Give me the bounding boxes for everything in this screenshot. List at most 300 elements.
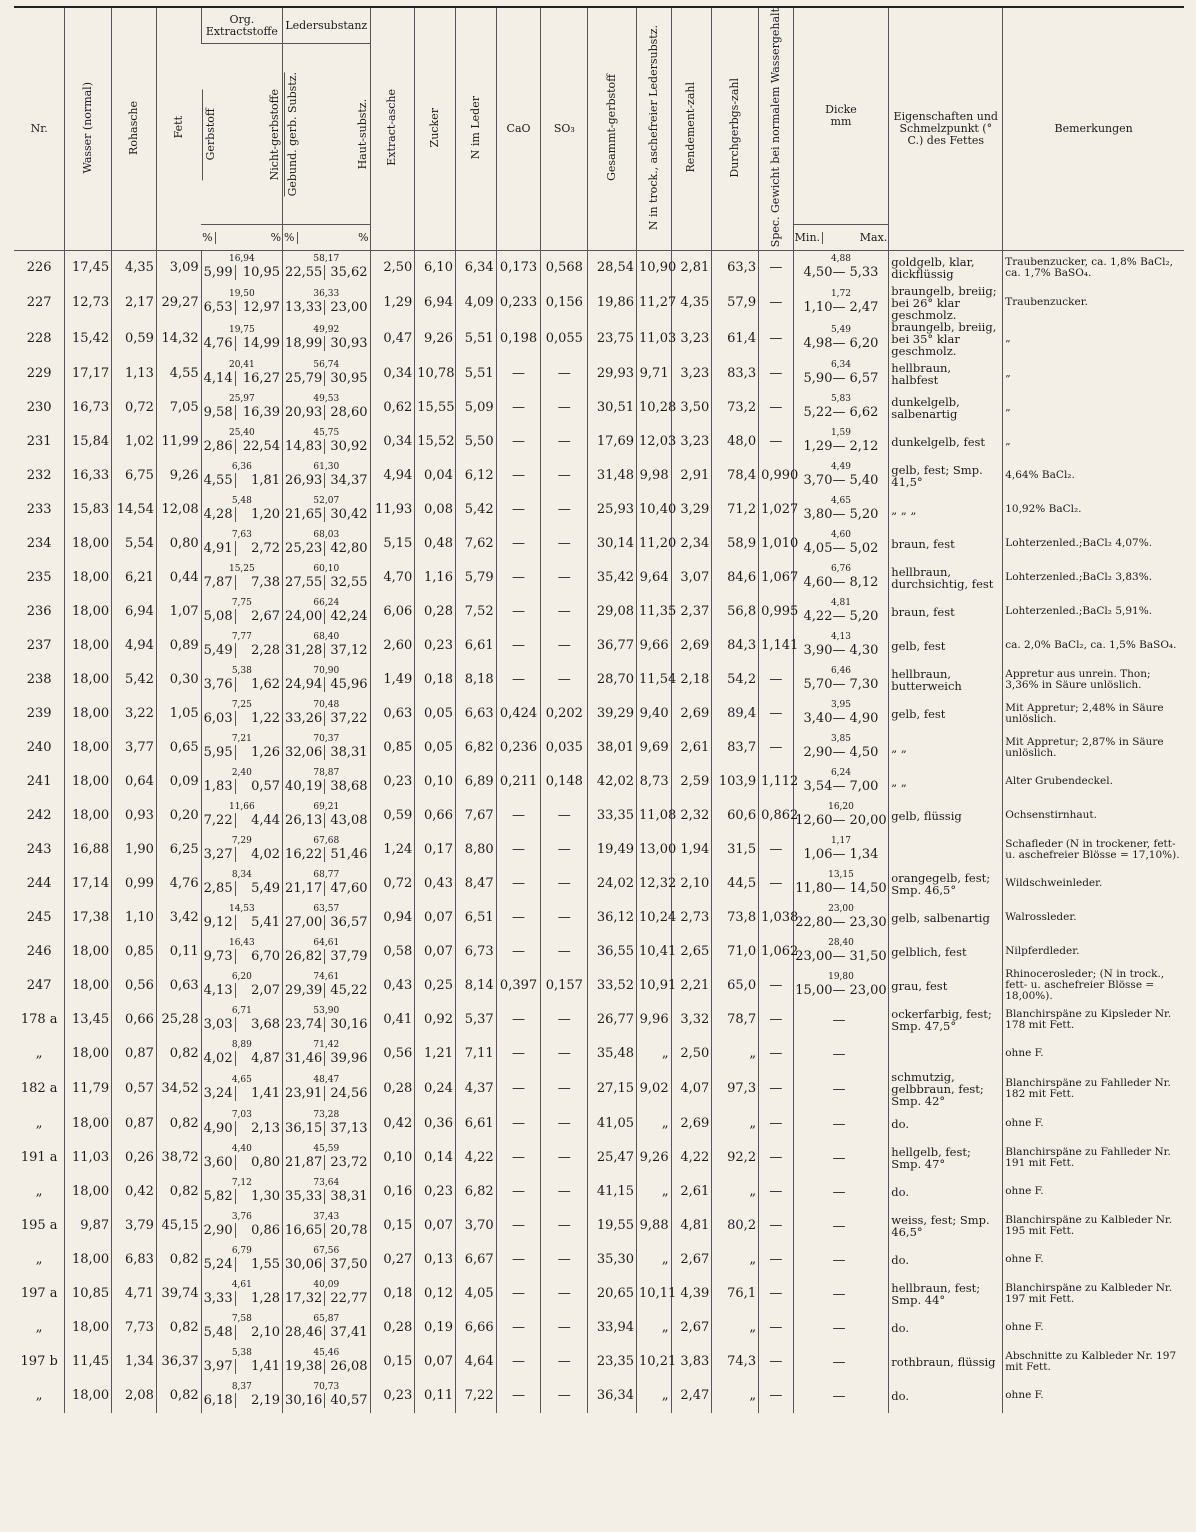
cell-dicke bbox=[793, 663, 889, 697]
cell-ledersubstanz bbox=[283, 527, 370, 561]
cell-nr: 233 bbox=[26, 502, 52, 518]
cell-dicke-min: — bbox=[832, 1320, 846, 1336]
cell-durch: „ bbox=[712, 1037, 759, 1071]
cell-dicke bbox=[793, 697, 889, 731]
cell-spec: — bbox=[759, 1003, 794, 1037]
cell-ges: 41,05 bbox=[588, 1107, 637, 1141]
cell-spec: — bbox=[759, 1071, 794, 1107]
cell-durch: 73,2 bbox=[712, 391, 759, 425]
cell-nichtgerbstoffe: 1,20 bbox=[251, 507, 281, 523]
cell-cao: 0,211 bbox=[496, 765, 541, 799]
table-row bbox=[14, 867, 1184, 901]
cell-ntr: 12,03 bbox=[637, 425, 672, 459]
cell-durch: 58,9 bbox=[712, 527, 759, 561]
cell-bemerkungen: Walrossleder. bbox=[1003, 901, 1184, 935]
cell-ext-total: 6,79 bbox=[231, 1246, 252, 1257]
table-row bbox=[14, 595, 1184, 629]
table-row bbox=[14, 833, 1184, 867]
cell-ext-total: 6,36 bbox=[231, 462, 252, 473]
cell-ges: 39,29 bbox=[588, 697, 637, 731]
cell-fett: 25,28 bbox=[156, 1003, 201, 1037]
cell-dicke-min: 5,70— bbox=[803, 677, 846, 693]
cell-rend: 3,50 bbox=[671, 391, 712, 425]
cell-ges: 38,01 bbox=[588, 731, 637, 765]
cell-bemerkungen: Lohterzenled.;BaCl₂ 4,07%. bbox=[1003, 527, 1184, 561]
cell-ext-total: 16,94 bbox=[228, 254, 255, 265]
cell-zucker: 0,11 bbox=[415, 1379, 456, 1413]
cell-dicke bbox=[793, 493, 889, 527]
cell-wasser: 17,17 bbox=[65, 357, 112, 391]
cell-rend: 3,23 bbox=[671, 357, 712, 391]
cell-durch: 84,3 bbox=[712, 629, 759, 663]
cell-nr: 197 a bbox=[20, 1286, 58, 1302]
cell-eig: braun, fest bbox=[889, 595, 1003, 629]
cell-ledersubstanz bbox=[283, 285, 370, 321]
cell-exasche: 2,60 bbox=[370, 629, 415, 663]
cell-ges: 41,15 bbox=[588, 1175, 637, 1209]
cell-gerbstoff: 4,76 bbox=[204, 336, 236, 351]
cell-dicke-min: 1,06— bbox=[803, 847, 846, 863]
cell-so3: — bbox=[541, 1209, 588, 1243]
header-nr: Nr. bbox=[14, 7, 65, 251]
cell-bemerkungen: Blanchirspäne zu Fahlleder Nr. 191 mit Fett. bbox=[1003, 1141, 1184, 1175]
cell-dicke-mean: 3,85 bbox=[830, 734, 851, 745]
cell-ledersubstanz bbox=[283, 765, 370, 799]
cell-nichtgerbstoffe: 3,68 bbox=[251, 1017, 281, 1033]
cell-ges: 28,54 bbox=[588, 251, 637, 285]
cell-nr: 195 a bbox=[20, 1218, 58, 1234]
cell-ges: 25,47 bbox=[588, 1141, 637, 1175]
cell-dicke-max: 4,90 bbox=[849, 711, 879, 727]
cell-gebund: 33,26 bbox=[285, 711, 325, 726]
cell-ges: 19,55 bbox=[588, 1209, 637, 1243]
cell-wasser: 17,45 bbox=[65, 251, 112, 285]
cell-rend: 2,69 bbox=[671, 629, 712, 663]
cell-ntr: 10,41 bbox=[637, 935, 672, 969]
cell-gerbstoff: 5,95 bbox=[204, 745, 236, 760]
cell-gerbstoff: 3,76 bbox=[204, 677, 236, 692]
cell-bemerkungen: „ bbox=[1003, 391, 1184, 425]
cell-ges: 36,34 bbox=[588, 1379, 637, 1413]
cell-bemerkungen: Blanchirspäne zu Kalbleder Nr. 195 mit Fett. bbox=[1003, 1209, 1184, 1243]
cell-exasche: 0,42 bbox=[370, 1107, 415, 1141]
cell-dicke-min: 3,80— bbox=[803, 507, 846, 523]
cell-cao: — bbox=[496, 425, 541, 459]
cell-gebund: 20,93 bbox=[285, 405, 325, 420]
cell-bemerkungen: Wildschweinleder. bbox=[1003, 867, 1184, 901]
cell-eig: gelb, fest bbox=[889, 629, 1003, 663]
cell-ntr: „ bbox=[637, 1243, 672, 1277]
cell-nr: „ bbox=[35, 1252, 43, 1268]
cell-zucker: 1,16 bbox=[415, 561, 456, 595]
cell-exasche: 0,41 bbox=[370, 1003, 415, 1037]
cell-gebund: 16,22 bbox=[285, 847, 325, 862]
cell-exasche: 0,63 bbox=[370, 697, 415, 731]
cell-gerbstoff: 1,83 bbox=[204, 779, 236, 794]
cell-spec: — bbox=[759, 833, 794, 867]
cell-so3: — bbox=[541, 901, 588, 935]
cell-led-total: 71,42 bbox=[313, 1040, 340, 1051]
cell-dicke-min: 4,98— bbox=[803, 336, 846, 352]
cell-rend: 2,67 bbox=[671, 1243, 712, 1277]
cell-ges: 25,93 bbox=[588, 493, 637, 527]
cell-cao: — bbox=[496, 527, 541, 561]
cell-nichtgerbstoffe: 0,80 bbox=[251, 1155, 281, 1171]
cell-n: 6,82 bbox=[455, 731, 496, 765]
cell-cao: — bbox=[496, 1037, 541, 1071]
cell-durch: 31,5 bbox=[712, 833, 759, 867]
cell-ges: 33,35 bbox=[588, 799, 637, 833]
table-body bbox=[14, 251, 1184, 1413]
table-row bbox=[14, 1037, 1184, 1071]
cell-durch: 97,3 bbox=[712, 1071, 759, 1107]
cell-asche: 0,99 bbox=[112, 867, 157, 901]
header-dicke: Dicke mm bbox=[793, 7, 889, 225]
cell-so3: — bbox=[541, 629, 588, 663]
cell-fett: 0,82 bbox=[156, 1243, 201, 1277]
cell-spec: 0,990 bbox=[759, 459, 794, 493]
cell-ntr: 10,24 bbox=[637, 901, 672, 935]
cell-extractstoffe bbox=[201, 391, 282, 425]
cell-so3: — bbox=[541, 1175, 588, 1209]
cell-wasser: 18,00 bbox=[65, 731, 112, 765]
cell-wasser: 16,73 bbox=[65, 391, 112, 425]
cell-ntr: 9,98 bbox=[637, 459, 672, 493]
cell-n: 5,50 bbox=[455, 425, 496, 459]
header-rohasche: Rohasche bbox=[112, 7, 157, 251]
cell-dicke-max: 5,02 bbox=[849, 541, 879, 557]
cell-bemerkungen: „ bbox=[1003, 425, 1184, 459]
cell-zucker: 0,66 bbox=[415, 799, 456, 833]
cell-so3: 0,148 bbox=[541, 765, 588, 799]
cell-ext-total: 5,48 bbox=[231, 496, 252, 507]
cell-extractstoffe bbox=[201, 629, 282, 663]
cell-extractstoffe bbox=[201, 1175, 282, 1209]
cell-gebund: 40,19 bbox=[285, 779, 325, 794]
cell-ges: 35,42 bbox=[588, 561, 637, 595]
cell-bemerkungen: ohne F. bbox=[1003, 1175, 1184, 1209]
cell-gebund: 14,83 bbox=[285, 439, 325, 454]
cell-ntr: „ bbox=[637, 1379, 672, 1413]
cell-dicke-max: 23,30 bbox=[849, 915, 887, 931]
cell-bemerkungen: 4,64% BaCl₂. bbox=[1003, 459, 1184, 493]
cell-haut: 30,42 bbox=[330, 507, 368, 523]
cell-gerbstoff: 9,73 bbox=[204, 949, 236, 964]
cell-led-total: 67,68 bbox=[313, 836, 340, 847]
cell-dicke-min: — bbox=[832, 1354, 846, 1370]
cell-nichtgerbstoffe: 2,72 bbox=[251, 541, 281, 557]
cell-wasser: 18,00 bbox=[65, 799, 112, 833]
cell-n: 3,70 bbox=[455, 1209, 496, 1243]
cell-eig: do. bbox=[889, 1175, 1003, 1209]
cell-exasche: 0,27 bbox=[370, 1243, 415, 1277]
cell-dicke bbox=[793, 1107, 889, 1141]
cell-gebund: 23,74 bbox=[285, 1017, 325, 1032]
leather-analysis-table bbox=[14, 6, 1184, 1413]
table-row bbox=[14, 1003, 1184, 1037]
cell-dicke-max: 4,50 bbox=[849, 745, 879, 761]
cell-fett: 45,15 bbox=[156, 1209, 201, 1243]
cell-nichtgerbstoffe: 14,99 bbox=[242, 336, 281, 352]
cell-led-total: 74,61 bbox=[313, 972, 340, 983]
cell-gebund: 17,32 bbox=[285, 1291, 325, 1306]
cell-rend: 2,65 bbox=[671, 935, 712, 969]
cell-asche: 0,93 bbox=[112, 799, 157, 833]
cell-gebund: 35,33 bbox=[285, 1189, 325, 1204]
cell-spec: — bbox=[759, 391, 794, 425]
header-rendement: Rendement-zahl bbox=[671, 7, 712, 251]
cell-ntr: 10,91 bbox=[637, 969, 672, 1003]
cell-cao: — bbox=[496, 561, 541, 595]
cell-so3: — bbox=[541, 1311, 588, 1345]
table-row bbox=[14, 1277, 1184, 1311]
cell-led-total: 37,43 bbox=[313, 1212, 340, 1223]
cell-wasser: 18,00 bbox=[65, 969, 112, 1003]
cell-n: 4,09 bbox=[455, 285, 496, 321]
cell-fett: 0,30 bbox=[156, 663, 201, 697]
cell-led-total: 56,74 bbox=[313, 360, 340, 371]
cell-asche: 4,94 bbox=[112, 629, 157, 663]
cell-dicke-mean: 1,72 bbox=[830, 289, 851, 300]
cell-zucker: 0,05 bbox=[415, 731, 456, 765]
cell-eig: braun, fest bbox=[889, 527, 1003, 561]
cell-nr: 231 bbox=[26, 434, 52, 450]
cell-haut: 23,72 bbox=[330, 1155, 368, 1171]
cell-zucker: 0,48 bbox=[415, 527, 456, 561]
cell-dicke-mean: 6,34 bbox=[830, 360, 851, 371]
header-eigenschaften: Eigenschaften und Schmelzpunkt (° C.) des Fettes bbox=[889, 7, 1003, 251]
cell-ntr: 9,64 bbox=[637, 561, 672, 595]
cell-rend: 1,94 bbox=[671, 833, 712, 867]
cell-dicke-min: — bbox=[832, 1184, 846, 1200]
cell-ledersubstanz bbox=[283, 1037, 370, 1071]
cell-ges: 36,55 bbox=[588, 935, 637, 969]
cell-spec: — bbox=[759, 663, 794, 697]
cell-led-total: 73,64 bbox=[313, 1178, 340, 1189]
cell-n: 4,37 bbox=[455, 1071, 496, 1107]
cell-haut: 37,79 bbox=[330, 949, 368, 965]
cell-asche: 3,22 bbox=[112, 697, 157, 731]
cell-extractstoffe bbox=[201, 935, 282, 969]
cell-gebund: 31,46 bbox=[285, 1051, 325, 1066]
cell-ext-total: 6,20 bbox=[231, 972, 252, 983]
cell-durch: 92,2 bbox=[712, 1141, 759, 1175]
cell-eig: braungelb, breiig; bei 26° klar geschmolz. bbox=[889, 285, 1003, 321]
cell-ledersubstanz bbox=[283, 1379, 370, 1413]
cell-durch: 48,0 bbox=[712, 425, 759, 459]
cell-asche: 0,26 bbox=[112, 1141, 157, 1175]
cell-led-total: 36,33 bbox=[313, 289, 340, 300]
cell-wasser: 18,00 bbox=[65, 663, 112, 697]
header-org-extractstoffe: Org. Extractstoffe bbox=[201, 7, 282, 44]
cell-ledersubstanz bbox=[283, 251, 370, 285]
cell-ges: 35,48 bbox=[588, 1037, 637, 1071]
cell-extractstoffe bbox=[201, 1345, 282, 1379]
cell-nr: 232 bbox=[26, 468, 52, 484]
cell-rend: 2,67 bbox=[671, 1311, 712, 1345]
cell-ext-total: 7,03 bbox=[231, 1110, 252, 1121]
cell-cao: 0,198 bbox=[496, 321, 541, 357]
cell-cao: 0,236 bbox=[496, 731, 541, 765]
cell-dicke-mean: 4,60 bbox=[830, 530, 851, 541]
cell-extractstoffe bbox=[201, 1037, 282, 1071]
cell-spec: 1,067 bbox=[759, 561, 794, 595]
cell-eig: dunkelgelb, fest bbox=[889, 425, 1003, 459]
cell-asche: 3,79 bbox=[112, 1209, 157, 1243]
cell-led-total: 64,61 bbox=[313, 938, 340, 949]
cell-fett: 0,82 bbox=[156, 1311, 201, 1345]
cell-ext-total: 5,38 bbox=[231, 666, 252, 677]
cell-ges: 36,77 bbox=[588, 629, 637, 663]
cell-durch: 71,2 bbox=[712, 493, 759, 527]
cell-n: 4,64 bbox=[455, 1345, 496, 1379]
cell-dicke bbox=[793, 969, 889, 1003]
cell-extractstoffe bbox=[201, 833, 282, 867]
cell-nichtgerbstoffe: 1,28 bbox=[251, 1291, 281, 1307]
cell-rend: 3,83 bbox=[671, 1345, 712, 1379]
cell-rend: 2,69 bbox=[671, 1107, 712, 1141]
cell-so3: — bbox=[541, 1107, 588, 1141]
cell-haut: 38,31 bbox=[330, 1189, 368, 1205]
cell-gerbstoff: 5,49 bbox=[204, 643, 236, 658]
cell-nichtgerbstoffe: 1,81 bbox=[251, 473, 281, 489]
cell-rend: 2,10 bbox=[671, 867, 712, 901]
cell-dicke-min: 12,60— bbox=[795, 813, 846, 829]
cell-asche: 0,72 bbox=[112, 391, 157, 425]
table-row bbox=[14, 1311, 1184, 1345]
cell-extractstoffe bbox=[201, 1071, 282, 1107]
cell-nr: „ bbox=[35, 1320, 43, 1336]
cell-nr: 244 bbox=[26, 876, 52, 892]
cell-so3: 0,035 bbox=[541, 731, 588, 765]
cell-extractstoffe bbox=[201, 901, 282, 935]
cell-eig: ockerfarbig, fest; Smp. 47,5° bbox=[889, 1003, 1003, 1037]
cell-haut: 38,31 bbox=[330, 745, 368, 761]
cell-so3: — bbox=[541, 357, 588, 391]
cell-gerbstoff: 9,58 bbox=[204, 405, 236, 420]
cell-rend: 4,07 bbox=[671, 1071, 712, 1107]
cell-wasser: 18,00 bbox=[65, 1379, 112, 1413]
cell-nichtgerbstoffe: 7,38 bbox=[251, 575, 281, 591]
cell-eig: orangegelb, fest; Smp. 46,5° bbox=[889, 867, 1003, 901]
cell-nr: 235 bbox=[26, 570, 52, 586]
cell-dicke bbox=[793, 1003, 889, 1037]
cell-gebund: 26,13 bbox=[285, 813, 325, 828]
cell-dicke-max: 6,57 bbox=[849, 371, 879, 387]
cell-cao: 0,173 bbox=[496, 251, 541, 285]
cell-fett: 0,82 bbox=[156, 1107, 201, 1141]
cell-bemerkungen: „ bbox=[1003, 357, 1184, 391]
cell-fett: 0,82 bbox=[156, 1037, 201, 1071]
cell-cao: — bbox=[496, 935, 541, 969]
cell-rend: 2,73 bbox=[671, 901, 712, 935]
cell-n: 5,79 bbox=[455, 561, 496, 595]
cell-zucker: 15,52 bbox=[415, 425, 456, 459]
cell-wasser: 15,84 bbox=[65, 425, 112, 459]
cell-asche: 0,42 bbox=[112, 1175, 157, 1209]
cell-nr: 238 bbox=[26, 672, 52, 688]
cell-exasche: 0,10 bbox=[370, 1141, 415, 1175]
cell-dicke-max: 6,20 bbox=[849, 336, 879, 352]
table-row bbox=[14, 391, 1184, 425]
cell-exasche: 2,50 bbox=[370, 251, 415, 285]
table-row bbox=[14, 1141, 1184, 1175]
table-row bbox=[14, 1071, 1184, 1107]
header-bemerkungen: Bemerkungen bbox=[1003, 7, 1184, 251]
cell-dicke bbox=[793, 1209, 889, 1243]
cell-led-total: 70,90 bbox=[313, 666, 340, 677]
cell-extractstoffe bbox=[201, 1277, 282, 1311]
cell-durch: „ bbox=[712, 1107, 759, 1141]
cell-ledersubstanz bbox=[283, 1243, 370, 1277]
cell-nichtgerbstoffe: 2,67 bbox=[251, 609, 281, 625]
cell-wasser: 13,45 bbox=[65, 1003, 112, 1037]
cell-so3: — bbox=[541, 391, 588, 425]
cell-exasche: 4,70 bbox=[370, 561, 415, 595]
header-so3: SO₃ bbox=[541, 7, 588, 251]
cell-bemerkungen: Blanchirspäne zu Kipsleder Nr. 178 mit Fett. bbox=[1003, 1003, 1184, 1037]
cell-spec: — bbox=[759, 1379, 794, 1413]
cell-haut: 20,78 bbox=[330, 1223, 368, 1239]
cell-led-total: 66,24 bbox=[313, 598, 340, 609]
cell-fett: 14,32 bbox=[156, 321, 201, 357]
cell-gerbstoff: 9,12 bbox=[204, 915, 236, 930]
cell-led-total: 78,87 bbox=[313, 768, 340, 779]
cell-n: 5,51 bbox=[455, 357, 496, 391]
cell-ext-total: 5,38 bbox=[231, 1348, 252, 1359]
cell-nichtgerbstoffe: 22,54 bbox=[242, 439, 281, 455]
cell-n: 6,61 bbox=[455, 629, 496, 663]
cell-eig: „ „ „ bbox=[889, 493, 1003, 527]
cell-eig: hellbraun, halbfest bbox=[889, 357, 1003, 391]
cell-nr: 227 bbox=[26, 295, 52, 311]
cell-fett: 0,09 bbox=[156, 765, 201, 799]
cell-dicke bbox=[793, 1175, 889, 1209]
cell-ledersubstanz bbox=[283, 1311, 370, 1345]
cell-cao: — bbox=[496, 1107, 541, 1141]
cell-exasche: 0,85 bbox=[370, 731, 415, 765]
cell-durch: „ bbox=[712, 1243, 759, 1277]
cell-dicke-mean: 23,00 bbox=[828, 904, 854, 915]
cell-dicke-max: 20,00 bbox=[849, 813, 887, 829]
table-row bbox=[14, 935, 1184, 969]
cell-cao: — bbox=[496, 799, 541, 833]
cell-haut: 30,92 bbox=[330, 439, 368, 455]
cell-wasser: 18,00 bbox=[65, 561, 112, 595]
cell-rend: 3,23 bbox=[671, 321, 712, 357]
cell-led-total: 70,48 bbox=[313, 700, 340, 711]
header-zucker: Zucker bbox=[415, 7, 456, 251]
cell-dicke-min: 1,10— bbox=[803, 300, 846, 316]
cell-rend: 2,32 bbox=[671, 799, 712, 833]
cell-gebund: 29,39 bbox=[285, 983, 325, 998]
cell-spec: — bbox=[759, 969, 794, 1003]
cell-zucker: 0,43 bbox=[415, 867, 456, 901]
cell-dicke-min: 3,90— bbox=[803, 643, 846, 659]
cell-nichtgerbstoffe: 12,97 bbox=[242, 300, 281, 316]
cell-cao: — bbox=[496, 1071, 541, 1107]
cell-rend: 3,32 bbox=[671, 1003, 712, 1037]
cell-nichtgerbstoffe: 1,55 bbox=[251, 1257, 281, 1273]
cell-asche: 1,02 bbox=[112, 425, 157, 459]
cell-bemerkungen: Alter Grubendeckel. bbox=[1003, 765, 1184, 799]
cell-spec: — bbox=[759, 1175, 794, 1209]
cell-extractstoffe bbox=[201, 595, 282, 629]
cell-n: 7,11 bbox=[455, 1037, 496, 1071]
cell-asche: 6,21 bbox=[112, 561, 157, 595]
cell-dicke-max: 2,12 bbox=[849, 439, 879, 455]
cell-asche: 2,08 bbox=[112, 1379, 157, 1413]
